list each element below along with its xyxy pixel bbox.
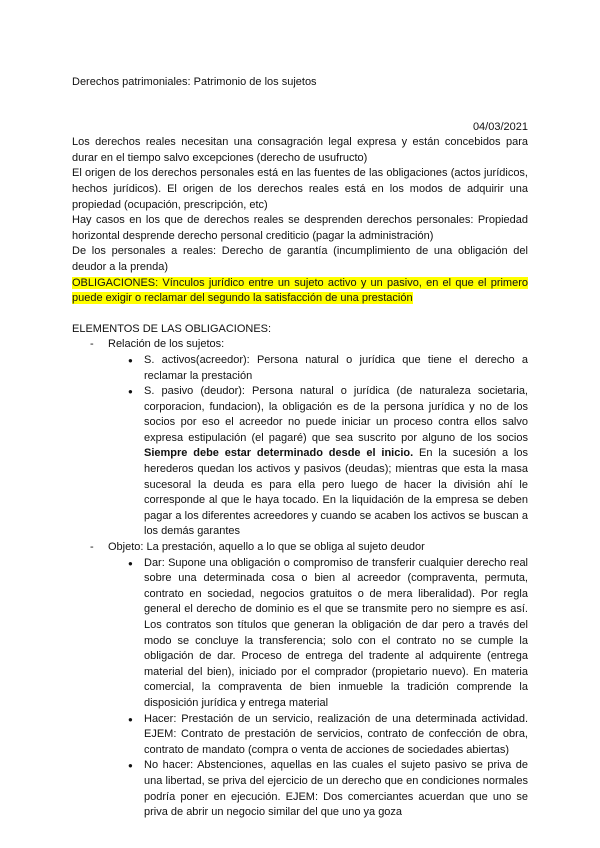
paragraph: Los derechos reales necesitan una consagración legal expresa y están concebidos para durar en el tiempo salvo excepciones (derecho de usufructo) (72, 136, 528, 164)
sujetos-sublist (108, 353, 528, 540)
bullet-marker: ● (128, 355, 133, 365)
paragraph: De los personales a reales: Derecho de garantía (incumplimiento de una obligación del deudor a la prenda) (72, 245, 528, 273)
paragraph: Hay casos en los que de derechos reales se desprenden derechos personales: Propiedad horizontal desprende derecho personal crediticio (pagar la administración) (72, 214, 528, 242)
list-item-text: Hacer: Prestación de un servicio, realización de una determinada actividad. EJEM: Contrato de prestación de servicios, contrato de confección de obra, contrato de mandato (compra o venta de acciones de sociedades abiertas) (144, 712, 528, 756)
bullet-marker: ● (128, 714, 133, 724)
list-item-objeto (72, 540, 528, 821)
pasivo-text-start: S. pasivo (deudor): Persona natural o jurídica (de naturaleza societaria, corporacion, fundacion), la obligación es de la persona jurídica y no de los socios por eso el acreedor no puede iniciar un proceso contra ellos salvo expresa estipulación (el pagaré) que sea suscrito por alguno de los socios (144, 385, 528, 444)
highlight-text: OBLIGACIONES: Vínculos jurídico entre un sujeto activo y un pasivo, en el que el primero puede exigir o reclamar del segundo la satisfacción de una prestación (72, 276, 528, 305)
elements-list (72, 337, 528, 820)
document-body (72, 62, 528, 821)
list-item-activo (108, 353, 528, 384)
paragraph: El origen de los derechos personales está en las fuentes de las obligaciones (actos jurídicos, hechos jurídicos). El origen de los derechos reales está en los modos de adquirir una propiedad (ocupación, prescripción, etc) (72, 167, 528, 211)
list-item-sujetos (72, 337, 528, 540)
document-title: Derechos patrimoniales: Patrimonio de los sujetos (72, 76, 317, 88)
list-item-pasivo (108, 384, 528, 540)
list-item-label: Objeto: La prestación, aquello a lo que se obliga al sujeto deudor (108, 541, 425, 554)
list-item-dar (108, 556, 528, 712)
document-date: 04/03/2021 (472, 120, 528, 133)
bullet-marker: ● (128, 387, 133, 397)
bullet-marker: ● (128, 761, 133, 771)
list-item-text: Dar: Supone una obligación o compromiso de transferir cualquier derecho real sobre una determinada cosa o bien al acreedor (compraventa, permuta, contrato en sociedad, negocios gratuitos o de mera liberalidad). Por regla general el derecho de dominio es el que se transmite pero no siempre es así. Los contratos son títulos que generan la obligación de dar pero a través del modo se concluye la transferencia; solo con el contrato no se cumple la obligación de dar. Proceso de entrega del tradente al adquirente (entrega material del bien), iniciado por el comprador (propietario nuevo). En materia comercial, la compraventa de bien inmueble la tradición comprende la disposición jurídica y entrega material (144, 556, 528, 709)
list-item-text: No hacer: Abstenciones, aquellas en las cuales el sujeto pasivo se priva de una libertad, se priva del ejercicio de un derecho que en condiciones normales podría poner en ejecución. EJEM: Dos comerciantes acuerdan que uno se priva de abrir un negocio similar del que uno ya goza (144, 759, 528, 819)
list-item-no-hacer (108, 758, 528, 820)
pasivo-text-end: En la sucesión a los herederos quedan los activos y pasivos (deudas); mientras que esta la masa sucesoral la deuda es para ella pero luego de hacer la división ahí le corresponde al que le haya tocado. En la liquidación de la empresa se deben pagar a los diferentes acreedores y cuando se acaben los activos se buscan a los demás garantes (144, 447, 528, 538)
list-item-text (144, 384, 528, 540)
highlighted-definition (72, 276, 528, 307)
bullet-marker: ● (128, 558, 133, 568)
dash-marker: - (90, 541, 94, 554)
list-item-text: S. activos(acreedor): Persona natural o jurídica que tiene el derecho a reclamar la prestación (144, 353, 528, 382)
list-item-label: Relación de los sujetos: (108, 338, 225, 351)
list-item-hacer (108, 712, 528, 759)
dash-marker: - (90, 338, 94, 351)
section-title: ELEMENTOS DE LAS OBLIGACIONES: (72, 322, 272, 335)
objeto-sublist (108, 556, 528, 821)
pasivo-bold-text: Siempre debe estar determinado desde el inicio. (144, 447, 414, 460)
